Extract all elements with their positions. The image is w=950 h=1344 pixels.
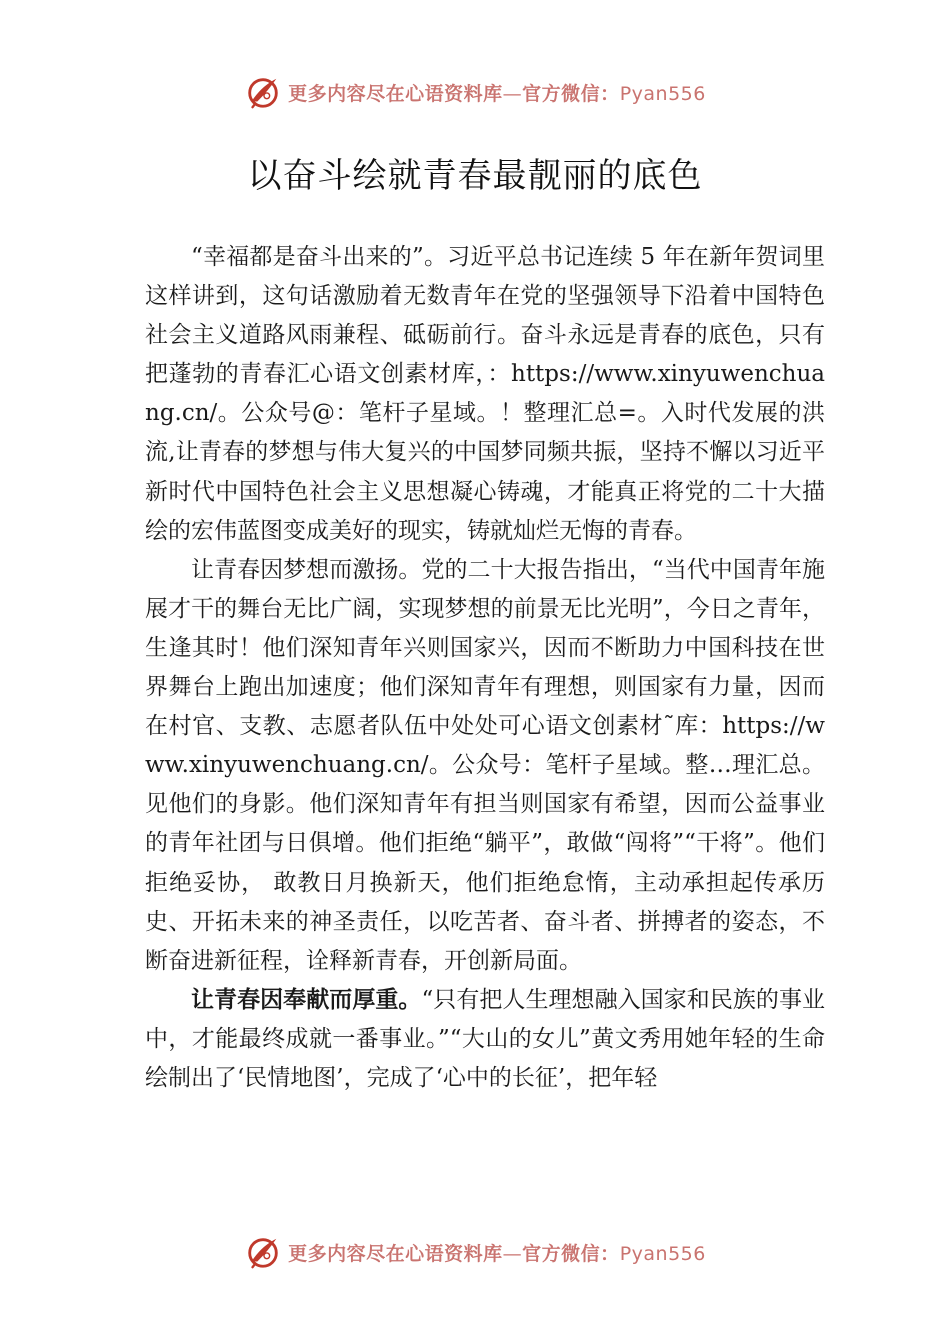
paragraph-3	[145, 981, 825, 1098]
pen-logo-icon	[244, 73, 282, 111]
banner-wechat-id: Pyan556	[619, 82, 706, 105]
footer-banner	[0, 1230, 950, 1274]
paragraph-text: “只有把人生理想融入国家和民族的事业中，才能最终成就一番事业。”“大山的女儿”黄文秀用她年轻的生命绘制出了‘民情地图’，完成了‘心中的长征’，把年轻	[145, 986, 826, 1091]
banner-dash: —	[502, 1242, 523, 1265]
banner-text	[288, 79, 706, 106]
paragraph-text: 让青春因梦想而激扬。党的二十大报告指出，“当代中国青年施展才干的舞台无比广阔，实现梦想的前景无比光明”，今日之青年，生逢其时！他们深知青年兴则国家兴，因而不断助力中国科技在世界舞台上跑出加速度；他们深知青年有理想，则国家有力量，因而在村官、支教、志愿者队伍中处处可心语文创素材˜库：https://www.xinyuwenchuang.cn/。公众号：笔杆子星域。整…理汇总。见他们的身影。他们深知青年有担当则国家有希望，因而公益事业的青年社团与日俱增。他们拒绝“躺平”，敢做“闯将”“干将”。他们拒绝妥协， 敢教日月换新天，他们拒绝怠惰，主动承担起传承历史、开拓未来的神圣责任，以吃苦者、奋斗者、拼搏者的姿态，不断奋进新征程，诠释新青春，开创新局面。	[145, 556, 825, 974]
banner-text	[288, 1239, 706, 1266]
document-title: 以奋斗绘就青春最靓丽的底色	[247, 156, 703, 196]
banner-official-label: 官方微信：	[522, 1242, 620, 1265]
banner-wechat-id: Pyan556	[619, 1242, 706, 1265]
banner-dash: —	[502, 82, 523, 105]
banner-main-text: 更多内容尽在心语资料库	[288, 82, 503, 105]
header-banner	[0, 70, 950, 114]
banner-official-label: 官方微信：	[522, 82, 620, 105]
paragraph-2	[145, 551, 825, 981]
pen-logo-icon	[244, 1233, 282, 1271]
paragraph-1	[145, 238, 825, 551]
document-body	[145, 238, 825, 1098]
paragraph-text: “幸福都是奋斗出来的”。习近平总书记连续 5 年在新年贺词里这样讲到，这句话激励着无数青年在党的坚强领导下沿着中国特色社会主义道路风雨兼程、砥砺前行。奋斗永远是青春的底色，只有把蓬勃的青春汇心语文创素材库，：https://www.xinyuwenchuang.cn/。公众号@：笔杆子星域。！整理汇总=。入时代发展的洪流,让青春的梦想与伟大复兴的中国梦同频共振，坚持不懈以习近平新时代中国特色社会主义思想凝心铸魂，才能真正将党的二十大描绘的宏伟蓝图变成美好的现实，铸就灿烂无悔的青春。	[145, 244, 825, 544]
paragraph-lead: 让青春因奉献而厚重。	[191, 986, 422, 1013]
banner-main-text: 更多内容尽在心语资料库	[288, 1242, 503, 1265]
